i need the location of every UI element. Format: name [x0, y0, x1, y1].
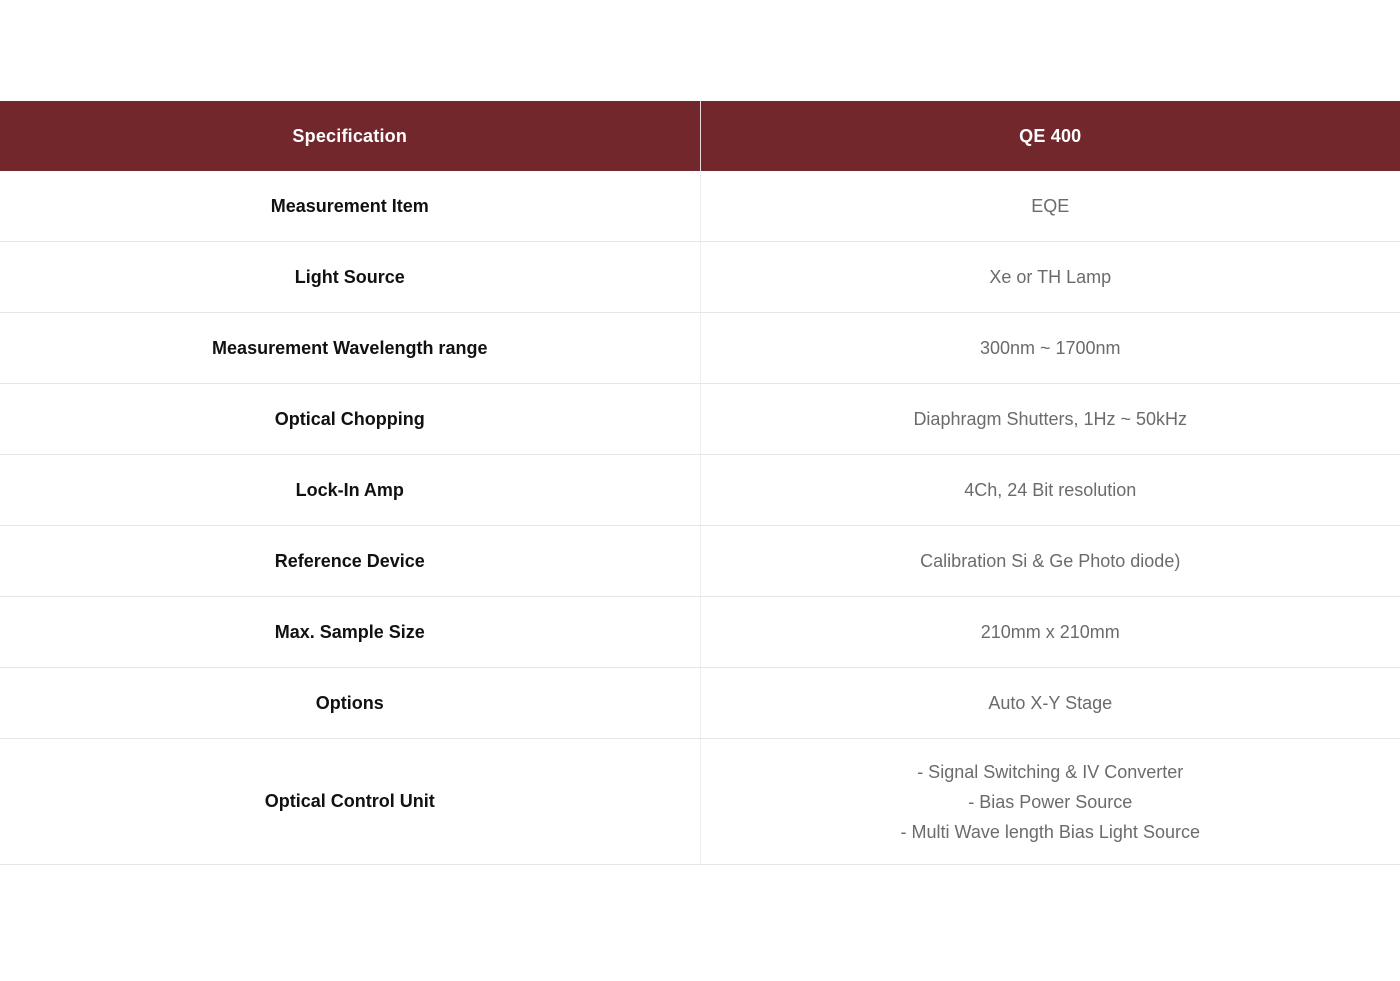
- table-row: [0, 597, 1400, 668]
- value-line-bias-power-source: - Bias Power Source: [968, 791, 1133, 812]
- value-line-bias-light-source: - Multi Wave length Bias Light Source: [900, 821, 1200, 842]
- row-value-measurement-item: EQE: [700, 171, 1400, 242]
- row-label-wavelength-range: Measurement Wavelength range: [0, 313, 700, 384]
- row-value-optical-chopping: Diaphragm Shutters, 1Hz ~ 50kHz: [700, 384, 1400, 455]
- table-row: [0, 739, 1400, 865]
- table-row: [0, 384, 1400, 455]
- row-value-optical-control-unit: [700, 739, 1400, 865]
- specification-table: [0, 101, 1400, 865]
- row-value-max-sample-size: 210mm x 210mm: [700, 597, 1400, 668]
- row-label-lock-in-amp: Lock-In Amp: [0, 455, 700, 526]
- header-model: QE 400: [700, 101, 1400, 171]
- table-row: [0, 171, 1400, 242]
- table-header-row: [0, 101, 1400, 171]
- header-specification: Specification: [0, 101, 700, 171]
- row-value-lock-in-amp: 4Ch, 24 Bit resolution: [700, 455, 1400, 526]
- row-value-light-source: Xe or TH Lamp: [700, 242, 1400, 313]
- table-row: [0, 313, 1400, 384]
- row-label-light-source: Light Source: [0, 242, 700, 313]
- row-label-optical-chopping: Optical Chopping: [0, 384, 700, 455]
- row-label-measurement-item: Measurement Item: [0, 171, 700, 242]
- table-row: [0, 526, 1400, 597]
- row-label-options: Options: [0, 668, 700, 739]
- row-value-wavelength-range: 300nm ~ 1700nm: [700, 313, 1400, 384]
- row-label-max-sample-size: Max. Sample Size: [0, 597, 700, 668]
- table-row: [0, 455, 1400, 526]
- row-value-reference-device: Calibration Si & Ge Photo diode): [700, 526, 1400, 597]
- table-row: [0, 668, 1400, 739]
- table-row: [0, 242, 1400, 313]
- row-label-optical-control-unit: Optical Control Unit: [0, 739, 700, 865]
- row-label-reference-device: Reference Device: [0, 526, 700, 597]
- row-value-options: Auto X-Y Stage: [700, 668, 1400, 739]
- value-line-signal-switching: - Signal Switching & IV Converter: [917, 761, 1184, 782]
